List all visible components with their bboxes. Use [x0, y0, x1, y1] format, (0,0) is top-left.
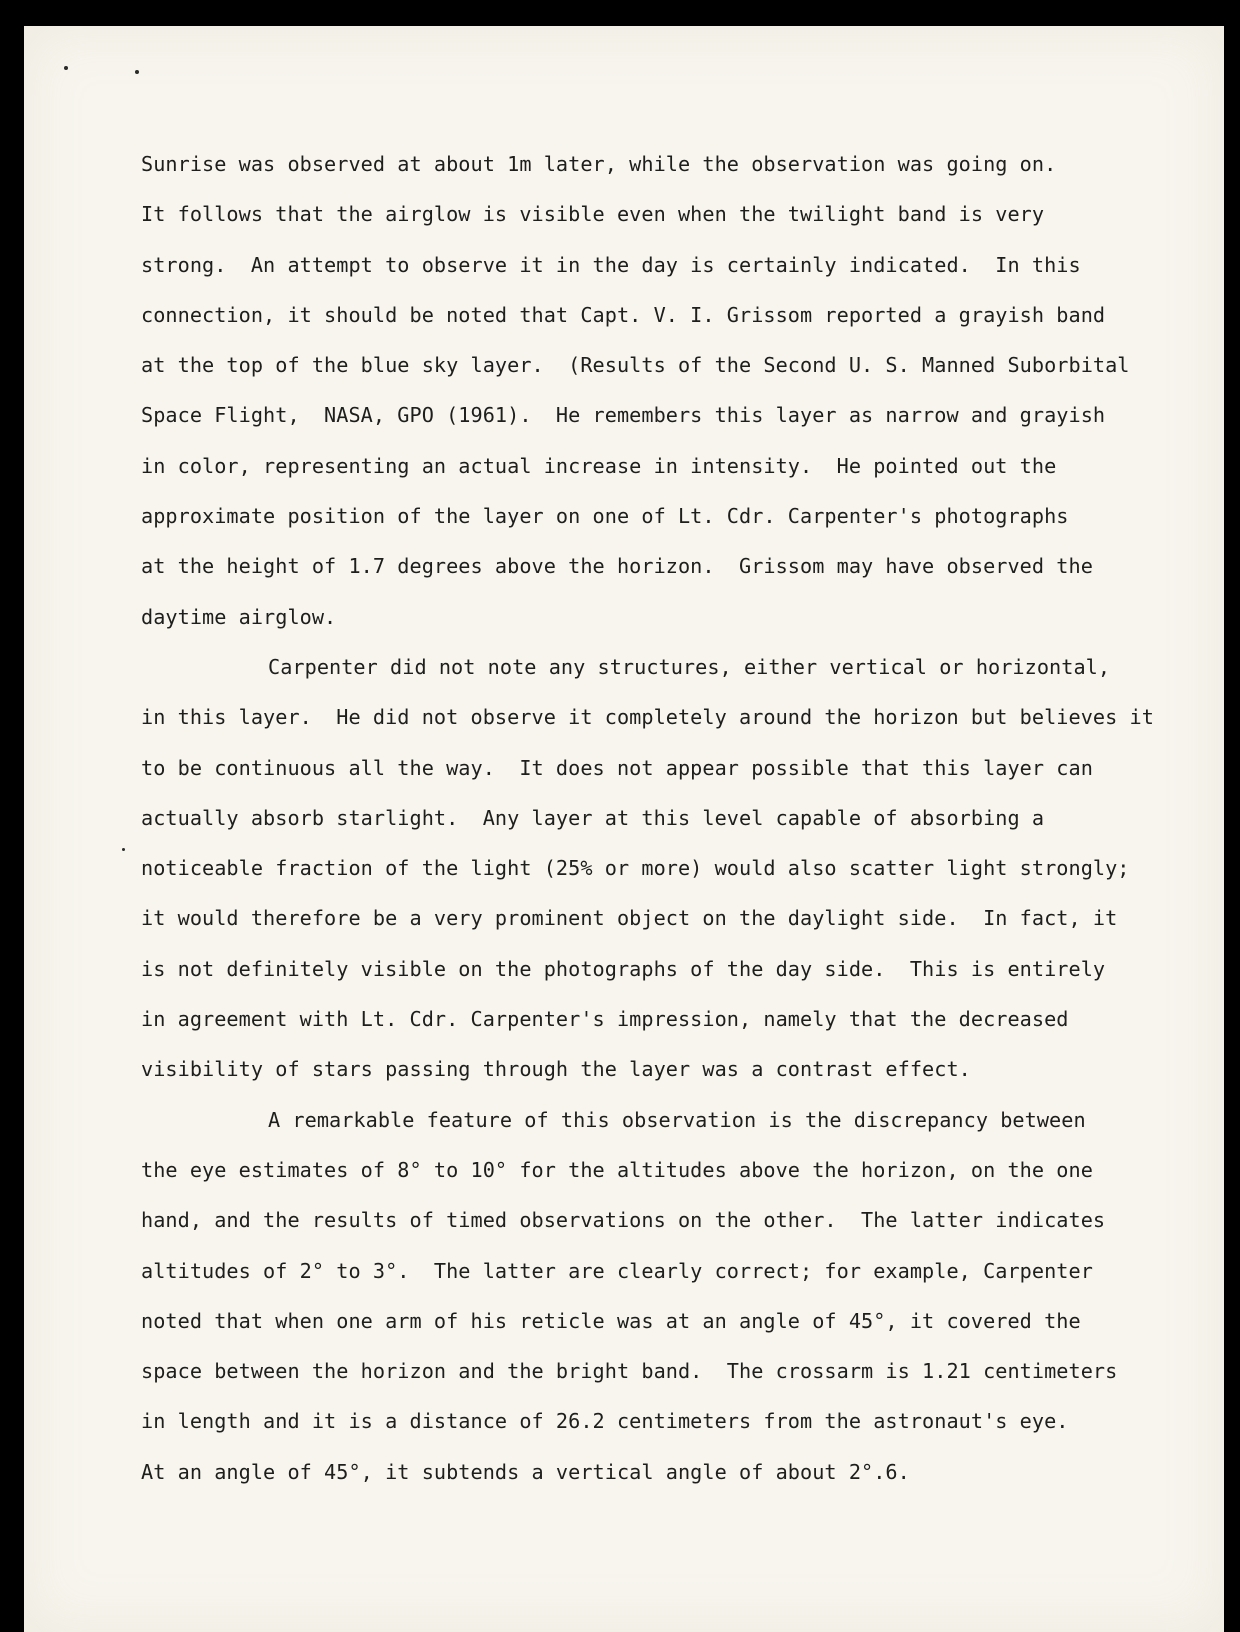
text-line: is not definitely visible on the photographs of the day side. This is entirely	[141, 956, 1106, 981]
text-line: in color, representing an actual increase in intensity. He pointed out the	[141, 453, 1057, 478]
typed-text-body	[141, 148, 1154, 1506]
text-line: the eye estimates of 8° to 10° for the altitudes above the horizon, on the one	[141, 1157, 1093, 1182]
text-line: noticeable fraction of the light (25% or more) would also scatter light strongly;	[141, 856, 1130, 881]
text-line: approximate position of the layer on one of Lt. Cdr. Carpenter's photographs	[141, 504, 1069, 529]
paper-speck	[122, 848, 125, 851]
text-line: in this layer. He did not observe it completely around the horizon but believes it	[141, 705, 1154, 730]
paragraph-start-line: Carpenter did not note any structures, either vertical or horizontal,	[268, 654, 1111, 679]
text-line: hand, and the results of timed observations on the other. The latter indicates	[141, 1208, 1106, 1233]
text-line: altitudes of 2° to 3°. The latter are clearly correct; for example, Carpenter	[141, 1258, 1093, 1283]
text-line: in length and it is a distance of 26.2 centimeters from the astronaut's eye.	[141, 1409, 1069, 1434]
text-line: actually absorb starlight. Any layer at this level capable of absorbing a	[141, 805, 1045, 830]
paragraph-start-line: A remarkable feature of this observation is the discrepancy between	[268, 1107, 1086, 1132]
text-line: connection, it should be noted that Capt. V. I. Grissom reported a grayish band	[141, 302, 1106, 327]
text-line: daytime airglow.	[141, 604, 337, 629]
text-line: Sunrise was observed at about 1m later, while the observation was going on.	[141, 152, 1057, 176]
paper-speck	[64, 66, 68, 70]
text-line: Space Flight, NASA, GPO (1961). He remembers this layer as narrow and grayish	[141, 403, 1106, 428]
text-line: at the top of the blue sky layer. (Results of the Second U. S. Manned Suborbital	[141, 353, 1130, 378]
paper-speck	[135, 70, 139, 74]
text-line: to be continuous all the way. It does not appear possible that this layer can	[141, 755, 1093, 780]
text-line: visibility of stars passing through the layer was a contrast effect.	[141, 1057, 971, 1082]
text-line: It follows that the airglow is visible even when the twilight band is very	[141, 202, 1045, 227]
text-line: space between the horizon and the bright band. The crossarm is 1.21 centimeters	[141, 1359, 1118, 1384]
text-line: noted that when one arm of his reticle was at an angle of 45°, it covered the	[141, 1308, 1081, 1333]
text-line: it would therefore be a very prominent object on the daylight side. In fact, it	[141, 906, 1118, 931]
text-line: At an angle of 45°, it subtends a vertical angle of about 2°.6.	[141, 1459, 910, 1484]
text-line: at the height of 1.7 degrees above the horizon. Grissom may have observed the	[141, 554, 1093, 579]
text-line: in agreement with Lt. Cdr. Carpenter's impression, namely that the decreased	[141, 1007, 1069, 1032]
text-line: strong. An attempt to observe it in the day is certainly indicated. In this	[141, 252, 1081, 277]
